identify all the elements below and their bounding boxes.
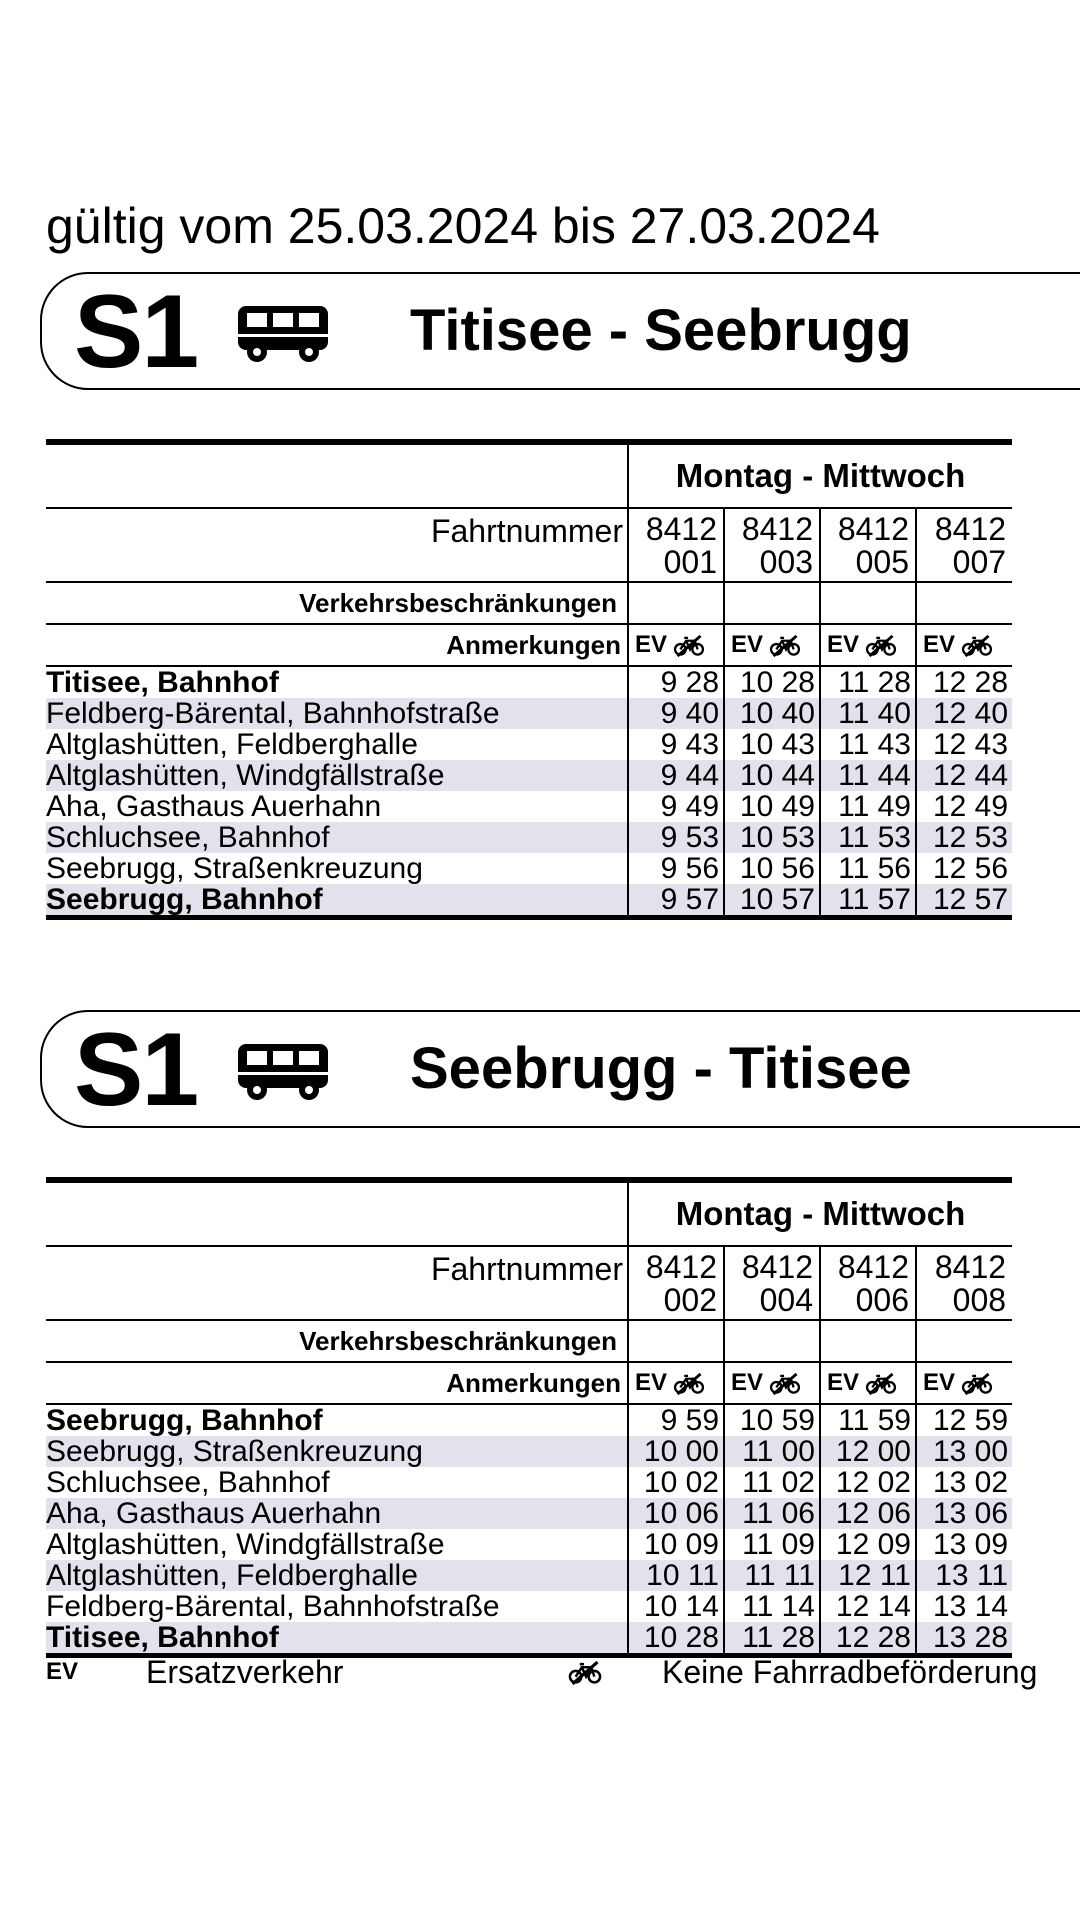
stop-name: Titisee, Bahnhof: [46, 666, 279, 698]
departure-time: 11 59: [820, 1404, 916, 1436]
stop-row: [46, 1498, 1012, 1529]
trip-number: 8412 004: [724, 1246, 820, 1320]
day-label: Montag - Mittwoch: [628, 1180, 1012, 1246]
departure-time: 11 57: [820, 884, 916, 918]
fahrtnummer-label: Fahrtnummer: [46, 1246, 628, 1320]
departure-time: 10 40: [724, 698, 820, 729]
departure-time: 9 43: [628, 729, 724, 760]
departure-time: 13 28: [916, 1622, 1012, 1656]
departure-time: 11 02: [724, 1467, 820, 1498]
departure-time: 10 14: [628, 1591, 724, 1622]
stop-name: Schluchsee, Bahnhof: [46, 1467, 330, 1498]
departure-time: 12 28: [916, 666, 1012, 698]
departure-time: 10 09: [628, 1529, 724, 1560]
note-cell: EV: [820, 624, 916, 666]
no-bike-icon: [961, 1372, 993, 1396]
departure-time: 13 06: [916, 1498, 1012, 1529]
stop-name: Seebrugg, Straßenkreuzung: [46, 1436, 628, 1467]
route-header-1: [40, 272, 1080, 390]
note-cell: EV: [628, 1362, 724, 1404]
legend: [0, 1652, 1080, 1692]
departure-time: 12 14: [820, 1591, 916, 1622]
departure-time: 12 43: [916, 729, 1012, 760]
stop-row: [46, 822, 1012, 853]
departure-time: 11 44: [820, 760, 916, 791]
departure-time: 11 28: [820, 666, 916, 698]
stop-name: Titisee, Bahnhof: [46, 1622, 628, 1656]
departure-time: 12 57: [916, 884, 1012, 918]
departure-time: 11 09: [724, 1529, 820, 1560]
stop-row: [46, 853, 1012, 884]
departure-time: 12 49: [916, 791, 1012, 822]
stop-name: Feldberg-Bärental, Bahnhofstraße: [46, 1591, 500, 1622]
anmerkungen-label: Anmerkungen: [46, 1362, 628, 1404]
trip-number-row: [46, 508, 1012, 582]
departure-time: 10 57: [724, 884, 820, 918]
departure-time: 9 40: [628, 698, 724, 729]
departure-time: 13 09: [916, 1529, 1012, 1560]
legend-bike-text: Keine Fahrradbeförderung: [662, 1654, 1038, 1690]
departure-time: 12 59: [916, 1404, 1012, 1436]
departure-time: 11 14: [724, 1591, 820, 1622]
stop-row: [46, 1622, 1012, 1656]
departure-time: 10 56: [724, 853, 820, 884]
stop-row: [46, 698, 1012, 729]
notes-row: [46, 1362, 1012, 1404]
note-cell: EV: [916, 624, 1012, 666]
stop-row: [46, 760, 1012, 791]
departure-time: 11 40: [820, 698, 916, 729]
stop-name: Altglashütten, Windgfällstraße: [46, 1529, 445, 1560]
stop-name: Altglashütten, Feldberghalle: [46, 729, 418, 760]
departure-time: 13 00: [916, 1436, 1012, 1467]
departure-time: 12 00: [820, 1436, 916, 1467]
stop-row: [46, 1436, 1012, 1467]
departure-time: 12 44: [916, 760, 1012, 791]
no-bike-icon: [865, 634, 897, 658]
stop-row: [46, 729, 1012, 760]
line-badge: S1: [74, 1012, 198, 1128]
departure-time: 13 11: [916, 1560, 1012, 1591]
departure-time: 12 40: [916, 698, 1012, 729]
departure-time: 10 53: [724, 822, 820, 853]
timetable-1: [46, 439, 1012, 920]
departure-time: 12 06: [820, 1498, 916, 1529]
note-cell: EV: [724, 1362, 820, 1404]
stop-name: Aha, Gasthaus Auerhahn: [46, 1498, 628, 1529]
stop-name: Altglashütten, Windgfällstraße: [46, 760, 628, 791]
bus-icon: [237, 1042, 329, 1104]
day-row: [46, 1180, 1012, 1246]
departure-time: 11 53: [820, 822, 916, 853]
no-bike-icon: [769, 634, 801, 658]
stop-name: Altglashütten, Feldberghalle: [46, 1560, 628, 1591]
departure-time: 12 09: [820, 1529, 916, 1560]
departure-time: 9 56: [628, 853, 724, 884]
stop-name: Seebrugg, Bahnhof: [46, 1404, 323, 1436]
trip-number: 8412 008: [916, 1246, 1012, 1320]
departure-time: 10 49: [724, 791, 820, 822]
fahrtnummer-label: Fahrtnummer: [46, 508, 628, 582]
note-cell: EV: [628, 624, 724, 666]
legend-ev-text: Ersatzverkehr: [146, 1654, 344, 1690]
trip-number: 8412 003: [724, 508, 820, 582]
departure-time: 10 11: [628, 1560, 724, 1591]
note-cell: EV: [820, 1362, 916, 1404]
notes-row: [46, 624, 1012, 666]
departure-time: 11 11: [724, 1560, 820, 1591]
no-bike-icon: [673, 634, 705, 658]
trip-number-row: [46, 1246, 1012, 1320]
departure-time: 13 02: [916, 1467, 1012, 1498]
departure-time: 11 28: [724, 1622, 820, 1656]
verkehrsbeschraenkungen-label: Verkehrsbeschränkungen: [46, 582, 628, 624]
trip-number: 8412 005: [820, 508, 916, 582]
departure-time: 12 53: [916, 822, 1012, 853]
departure-time: 13 14: [916, 1591, 1012, 1622]
departure-time: 10 06: [628, 1498, 724, 1529]
departure-time: 10 43: [724, 729, 820, 760]
departure-time: 9 59: [628, 1404, 724, 1436]
note-cell: EV: [916, 1362, 1012, 1404]
departure-time: 9 49: [628, 791, 724, 822]
trip-number: 8412 001: [628, 508, 724, 582]
legend-ev-code: EV: [46, 1658, 79, 1685]
stop-name: Aha, Gasthaus Auerhahn: [46, 791, 382, 822]
bus-icon: [237, 304, 329, 366]
no-bike-icon: [769, 1372, 801, 1396]
anmerkungen-label: Anmerkungen: [46, 624, 628, 666]
departure-time: 12 02: [820, 1467, 916, 1498]
restrictions-row: [46, 582, 1012, 624]
stop-name: Seebrugg, Straßenkreuzung: [46, 853, 423, 884]
stop-row: [46, 1467, 1012, 1498]
stop-row: [46, 884, 1012, 918]
departure-time: 11 00: [724, 1436, 820, 1467]
stop-row: [46, 1591, 1012, 1622]
departure-time: 11 06: [724, 1498, 820, 1529]
route-title: Titisee - Seebrugg: [410, 298, 912, 363]
departure-time: 10 02: [628, 1467, 724, 1498]
line-badge: S1: [74, 274, 198, 390]
no-bike-icon: [568, 1660, 602, 1686]
note-cell: EV: [724, 624, 820, 666]
restrictions-row: [46, 1320, 1012, 1362]
no-bike-icon: [961, 634, 993, 658]
departure-time: 11 49: [820, 791, 916, 822]
stop-row: [46, 1404, 1012, 1436]
route-title: Seebrugg - Titisee: [410, 1036, 912, 1101]
trip-number: 8412 002: [628, 1246, 724, 1320]
departure-time: 12 11: [820, 1560, 916, 1591]
day-row: [46, 442, 1012, 508]
departure-time: 9 28: [628, 666, 724, 698]
departure-time: 12 56: [916, 853, 1012, 884]
stop-name: Seebrugg, Bahnhof: [46, 884, 628, 918]
departure-time: 11 56: [820, 853, 916, 884]
departure-time: 12 28: [820, 1622, 916, 1656]
stop-name: Feldberg-Bärental, Bahnhofstraße: [46, 698, 628, 729]
verkehrsbeschraenkungen-label: Verkehrsbeschränkungen: [46, 1320, 628, 1362]
departure-time: 9 57: [628, 884, 724, 918]
departure-time: 9 44: [628, 760, 724, 791]
trip-number: 8412 007: [916, 508, 1012, 582]
departure-time: 10 59: [724, 1404, 820, 1436]
route-header-2: [40, 1010, 1080, 1128]
no-bike-icon: [673, 1372, 705, 1396]
no-bike-icon: [865, 1372, 897, 1396]
departure-time: 9 53: [628, 822, 724, 853]
stop-row: [46, 1529, 1012, 1560]
validity-text: gültig vom 25.03.2024 bis 27.03.2024: [46, 198, 880, 254]
departure-time: 11 43: [820, 729, 916, 760]
stop-row: [46, 791, 1012, 822]
departure-time: 10 00: [628, 1436, 724, 1467]
day-label: Montag - Mittwoch: [628, 442, 1012, 508]
timetable-2: [46, 1177, 1012, 1658]
stop-row: [46, 666, 1012, 698]
departure-time: 10 28: [628, 1622, 724, 1656]
departure-time: 10 28: [724, 666, 820, 698]
departure-time: 10 44: [724, 760, 820, 791]
stop-row: [46, 1560, 1012, 1591]
trip-number: 8412 006: [820, 1246, 916, 1320]
stop-name: Schluchsee, Bahnhof: [46, 822, 628, 853]
